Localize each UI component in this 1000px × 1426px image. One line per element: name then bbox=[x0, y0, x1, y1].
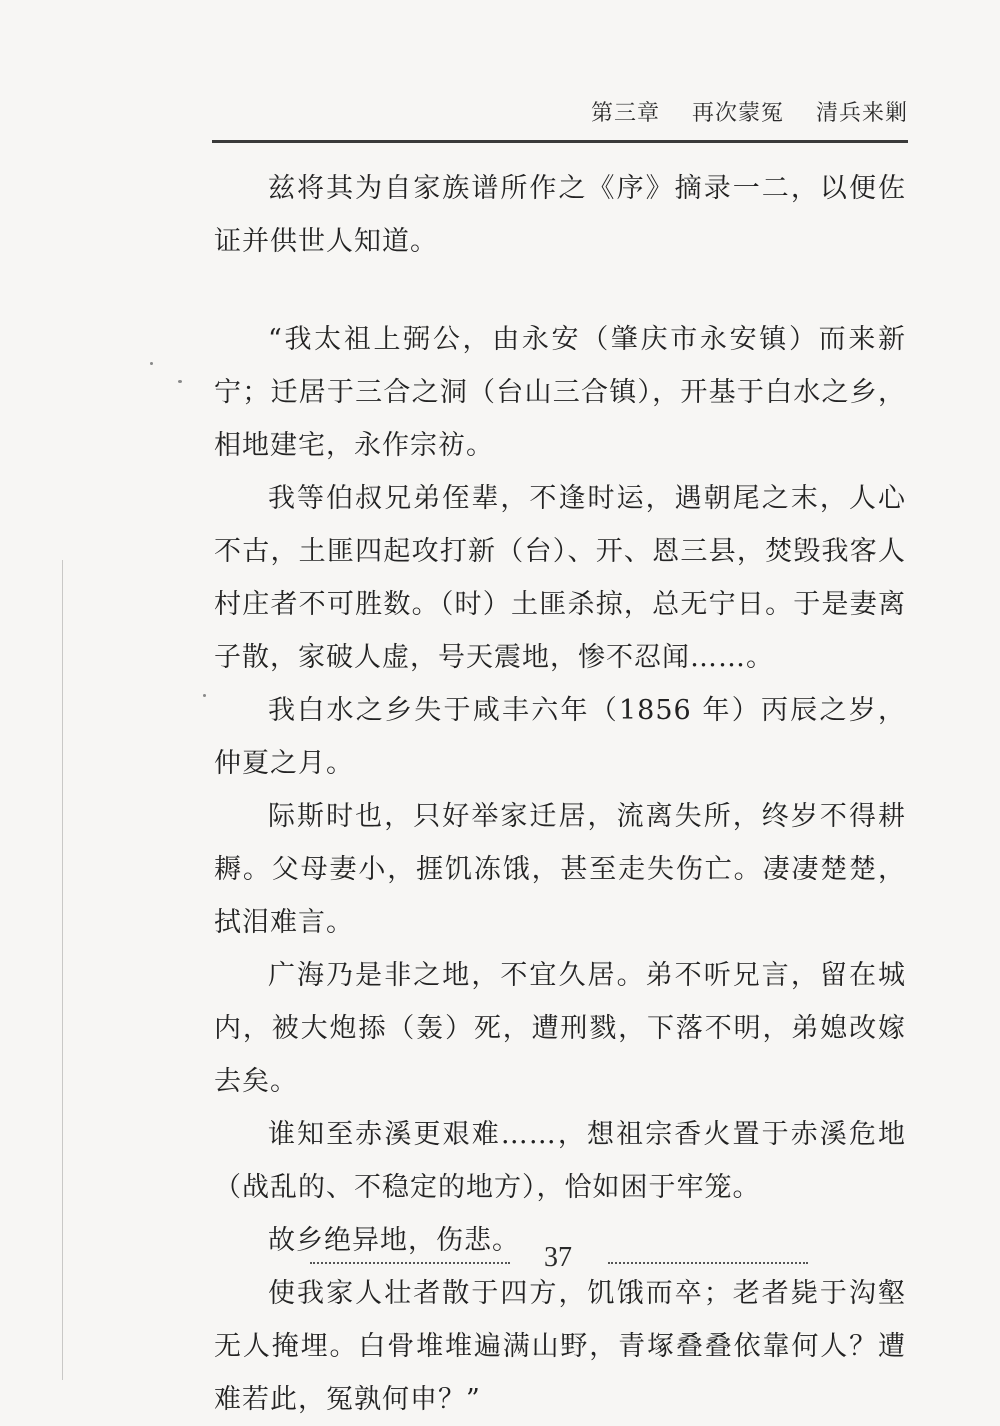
paragraph-quote-7: 故乡绝异地，伤悲。 bbox=[268, 1225, 520, 1256]
chapter-label: 第三章 bbox=[590, 101, 660, 126]
paragraph-quote-1: “我太祖上弼公，由永安（肇庆市永安镇）而来新宁；迁居于三合之洞（台山三合镇），开基于白水之乡，相地建宅，永作宗祊。 bbox=[214, 324, 906, 461]
body-text bbox=[214, 162, 906, 1426]
page-number: 37 bbox=[544, 1242, 572, 1273]
header-rule bbox=[212, 140, 908, 143]
paragraph-quote-4: 际斯时也，只好举家迁居，流离失所，终岁不得耕耨。父母妻小，捱饥冻饿，甚至走失伤亡。凄凄楚楚，拭泪难言。 bbox=[214, 801, 906, 938]
footer-rule-left bbox=[310, 1262, 510, 1264]
page-footer bbox=[0, 1242, 1000, 1282]
scan-speck bbox=[150, 362, 153, 365]
section-title-part2: 清兵来剿 bbox=[815, 101, 908, 126]
scan-speck bbox=[178, 380, 182, 383]
paragraph-intro: 兹将其为自家族谱所作之《序》摘录一二，以便佐证并供世人知道。 bbox=[214, 173, 906, 257]
footer-rule-right bbox=[608, 1262, 808, 1264]
running-header bbox=[567, 96, 908, 127]
paragraph-quote-8: 使我家人壮者散于四方，饥饿而卒；老者毙于沟壑无人掩埋。白骨堆堆遍满山野，青塚叠叠依靠何人？遭难若此，冤孰何申？” bbox=[214, 1278, 906, 1415]
paragraph-quote-3: 我白水之乡失于咸丰六年（1856 年）丙辰之岁，仲夏之月。 bbox=[214, 695, 906, 779]
paragraph-quote-6: 谁知至赤溪更艰难……，想祖宗香火置于赤溪危地（战乱的、不稳定的地方），恰如困于牢笼。 bbox=[214, 1119, 906, 1203]
scan-speck bbox=[203, 694, 206, 697]
paragraph-quote-5: 广海乃是非之地，不宜久居。弟不听兄言，留在城内，被大炮掭（轰）死，遭刑戮，下落不明，弟媳改嫁去矣。 bbox=[214, 960, 906, 1097]
paragraph-quote-2: 我等伯叔兄弟侄辈，不逢时运，遇朝尾之末，人心不古，土匪四起攻打新（台）、开、恩三县，焚毁我客人村庄者不可胜数。（时）土匪杀掠，总无宁日。于是妻离子散，家破人虚，号天震地，惨不忍闻……。 bbox=[214, 483, 906, 673]
section-title-part1: 再次蒙冤 bbox=[691, 101, 784, 126]
